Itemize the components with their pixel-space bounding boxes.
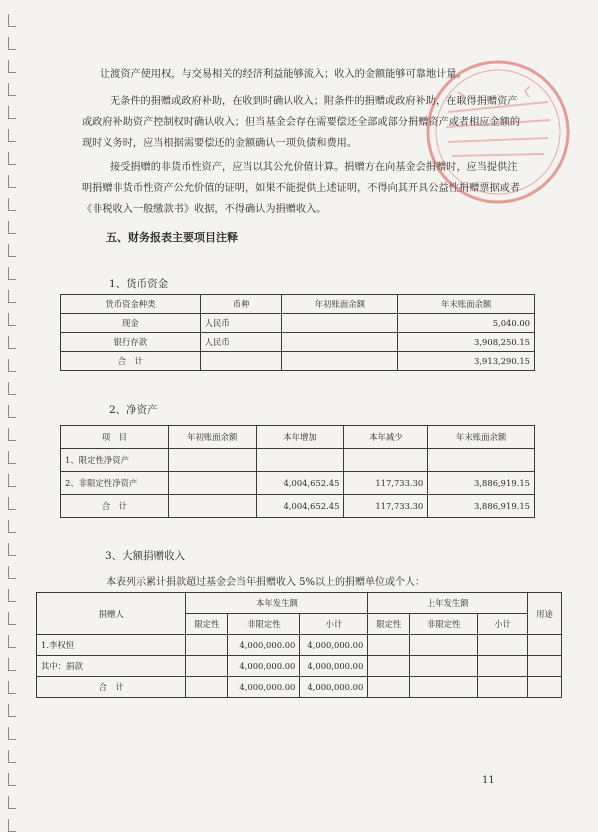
column-header: 币种 — [200, 295, 282, 314]
column-subheader: 限定性 — [186, 614, 228, 635]
binding-mark — [8, 290, 16, 303]
table-cell — [186, 656, 228, 677]
column-subheader: 限定性 — [368, 614, 410, 635]
table-cell: 3,886,919.15 — [428, 472, 535, 495]
donations-note: 本表列示累计捐款超过基金会当年捐赠收入 5%以上的捐赠单位或个人： — [106, 577, 426, 588]
table-cell — [186, 635, 228, 656]
table-row — [61, 314, 535, 333]
table-cell: 合 计 — [61, 495, 169, 518]
table-cell — [368, 677, 410, 698]
binding-marks — [8, 0, 18, 826]
binding-mark — [8, 129, 16, 142]
table-cell: 4,004,652.45 — [256, 495, 344, 518]
binding-mark — [8, 382, 16, 395]
table-cell: 1、限定性净资产 — [61, 449, 169, 472]
column-header: 项 目 — [61, 426, 169, 449]
binding-mark — [8, 198, 16, 211]
binding-mark — [8, 727, 16, 740]
table-cell — [528, 677, 562, 698]
table-cell — [478, 635, 528, 656]
table-cell — [282, 314, 398, 333]
table-cell: 3,913,290.15 — [398, 352, 535, 371]
paragraph-noncash-donation: 接受捐赠的非货币性资产，应当以其公允价值计算。捐赠方在向基金会捐赠时，应当提供注明捐赠非货币性资产公允价值的证明，如果不能提供上述证明，不得向其开具公益性捐赠票据或者《非税收入一般缴款书》收据，不得确认为捐赠收入。 — [82, 162, 521, 215]
table-row — [37, 635, 562, 656]
table-cell — [282, 352, 398, 371]
cash-title: 1、货币资金 — [109, 278, 169, 290]
binding-mark — [8, 612, 16, 625]
binding-mark — [8, 152, 16, 165]
table-total-row — [61, 495, 535, 518]
binding-mark — [8, 221, 16, 234]
table-header-row — [61, 295, 535, 314]
table-cell — [478, 677, 528, 698]
column-header-current-year: 本年发生额 — [186, 593, 368, 614]
table-cell — [344, 449, 428, 472]
table-cell — [478, 656, 528, 677]
table-cell — [282, 333, 398, 352]
table-cell: 2、非限定性净资产 — [61, 472, 169, 495]
table-cell: 4,000,000.00 — [228, 656, 300, 677]
table-cell — [528, 656, 562, 677]
binding-mark — [8, 37, 16, 50]
table-cell — [410, 635, 478, 656]
column-subheader: 小计 — [300, 614, 368, 635]
table-cell — [200, 352, 282, 371]
column-header: 货币资金种类 — [61, 295, 201, 314]
table-cell: 其中：捐款 — [37, 656, 186, 677]
table-cell — [168, 495, 256, 518]
table-cell: 合 计 — [37, 677, 186, 698]
binding-mark — [8, 359, 16, 372]
column-header: 年末账面余额 — [398, 295, 535, 314]
binding-mark — [8, 267, 16, 280]
table-cell — [528, 635, 562, 656]
table-total-row — [61, 352, 535, 371]
page-number: 11 — [482, 775, 495, 786]
binding-mark — [8, 474, 16, 487]
binding-mark — [8, 566, 16, 579]
column-header: 年末账面余额 — [428, 426, 535, 449]
binding-mark — [8, 704, 16, 717]
table-cell: 117,733.30 — [344, 472, 428, 495]
binding-mark — [8, 14, 16, 27]
table-row — [61, 472, 535, 495]
table-cell — [368, 656, 410, 677]
table-cell: 合 计 — [61, 352, 201, 371]
net-assets-table — [60, 425, 535, 518]
column-header: 年初账面余额 — [282, 295, 398, 314]
binding-mark — [8, 83, 16, 96]
table-cell: 5,040.00 — [398, 314, 535, 333]
table-header-row — [37, 593, 562, 614]
binding-mark — [8, 60, 16, 73]
table-cell — [410, 656, 478, 677]
donations-table — [36, 592, 562, 698]
table-cell: 4,000,000.00 — [228, 677, 300, 698]
table-cell — [410, 677, 478, 698]
binding-mark — [8, 497, 16, 510]
column-subheader: 非限定性 — [228, 614, 300, 635]
table-cell — [428, 449, 535, 472]
table-cell: 117,733.30 — [344, 495, 428, 518]
binding-mark — [8, 635, 16, 648]
table-cell: 人民币 — [200, 314, 282, 333]
binding-mark — [8, 773, 16, 786]
net-assets-title: 2、净资产 — [109, 404, 158, 416]
paragraph-revenue-condition: 让渡资产使用权，与交易相关的经济利益能够流入；收入的金额能够可靠地计量。 — [100, 69, 467, 80]
table-cell — [186, 677, 228, 698]
column-header-prior-year: 上年发生额 — [368, 593, 528, 614]
binding-mark — [8, 796, 16, 809]
table-header-row — [61, 426, 535, 449]
binding-mark — [8, 681, 16, 694]
binding-mark — [8, 543, 16, 556]
binding-mark — [8, 244, 16, 257]
binding-mark — [8, 428, 16, 441]
binding-mark — [8, 336, 16, 349]
binding-mark — [8, 405, 16, 418]
table-cell — [368, 635, 410, 656]
column-header: 本年减少 — [344, 426, 428, 449]
table-cell: 人民币 — [200, 333, 282, 352]
column-header: 本年增加 — [256, 426, 344, 449]
column-header-donor: 捐赠人 — [37, 593, 186, 635]
table-row — [37, 656, 562, 677]
binding-mark — [8, 750, 16, 763]
table-cell: 4,000,000.00 — [300, 656, 368, 677]
table-cell — [168, 472, 256, 495]
table-total-row — [37, 677, 562, 698]
table-cell: 4,004,652.45 — [256, 472, 344, 495]
table-row — [61, 449, 535, 472]
table-cell: 银行存款 — [61, 333, 201, 352]
binding-mark — [8, 658, 16, 671]
paragraph-donation-recognition: 无条件的捐赠或政府补助，在收到时确认收入；附条件的捐赠或政府补助，在取得捐赠资产或政府补助资产控制权时确认收入；但当基金会存在需要偿还全部或部分捐赠资产或者相应金额的现时义务时，应当根据需要偿还的金额确认一项负债和费用。 — [82, 96, 521, 149]
table-cell: 3,886,919.15 — [428, 495, 535, 518]
table-cell: 4,000,000.00 — [300, 635, 368, 656]
table-cell — [168, 449, 256, 472]
column-subheader: 小计 — [478, 614, 528, 635]
table-cell: 3,908,250.15 — [398, 333, 535, 352]
table-cell — [256, 449, 344, 472]
column-header-use: 用途 — [528, 593, 562, 635]
table-cell: 4,000,000.00 — [228, 635, 300, 656]
binding-mark — [8, 175, 16, 188]
column-subheader: 非限定性 — [410, 614, 478, 635]
binding-mark — [8, 106, 16, 119]
table-row — [61, 333, 535, 352]
column-header: 年初账面余额 — [168, 426, 256, 449]
binding-mark — [8, 589, 16, 602]
table-cell: 4,000,000.00 — [300, 677, 368, 698]
binding-mark — [8, 520, 16, 533]
section-heading: 五、财务报表主要项目注释 — [106, 231, 238, 244]
table-cell: 1.李权恒 — [37, 635, 186, 656]
binding-mark — [8, 451, 16, 464]
cash-table — [60, 294, 535, 371]
donations-title: 3、大额捐赠收入 — [105, 550, 186, 562]
binding-mark — [8, 313, 16, 326]
table-cell: 现金 — [61, 314, 201, 333]
